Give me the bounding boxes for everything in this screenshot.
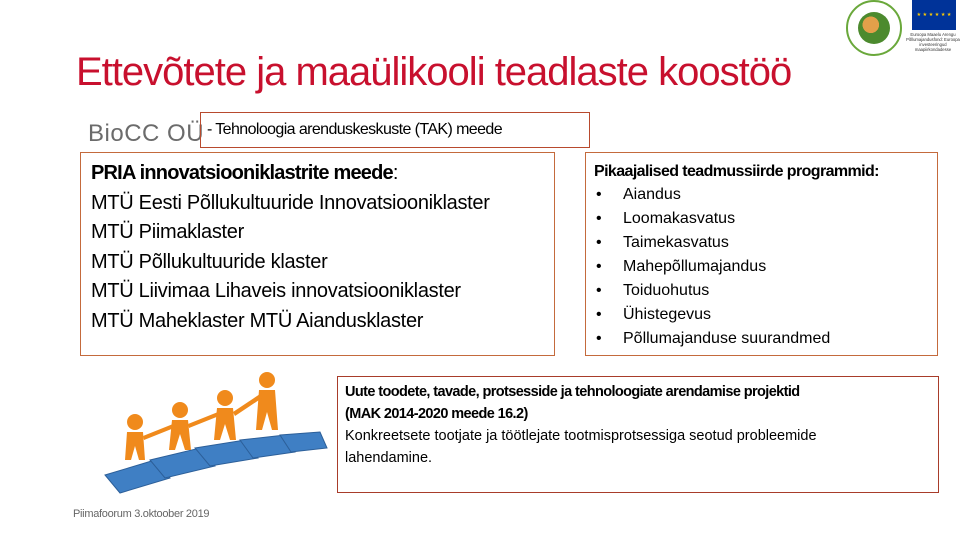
programs-box bbox=[585, 152, 938, 356]
programs-list bbox=[594, 183, 937, 351]
company-name: BioCC OÜ bbox=[88, 120, 205, 147]
projects-box bbox=[337, 376, 939, 493]
eu-fund-caption: Euroopa Maaelu Arengu Põllumajandusfond: Euroopa investeeringud maapiirkondadesse bbox=[906, 32, 960, 52]
cluster-list-box bbox=[80, 152, 555, 356]
cluster-item: MTÜ Liivimaa Lihaveis innovatsiooniklaster bbox=[91, 280, 461, 302]
cluster-item: MTÜ Piimaklaster bbox=[91, 221, 244, 243]
tak-measure-box: - Tehnoloogia arenduskeskuste (TAK) meede bbox=[200, 112, 590, 148]
list-item: • Mahepõllumajandus bbox=[596, 258, 767, 275]
cluster-item: MTÜ Eesti Põllukultuuride Innovatsiooniklaster bbox=[91, 191, 490, 214]
cluster-header: PRIA innovatsiooniklastrite meede: bbox=[91, 162, 398, 184]
projects-measure: (MAK 2014-2020 meede 16.2) bbox=[345, 406, 528, 422]
cluster-item: MTÜ Põllukultuuride klaster bbox=[91, 250, 328, 273]
list-item: • Ühistegevus bbox=[596, 306, 712, 323]
projects-header: Uute toodete, tavade, protsesside ja tehnoloogiate arendamise projektid bbox=[345, 384, 800, 400]
rural-development-logo-icon bbox=[846, 0, 902, 56]
list-item: • Aiandus bbox=[596, 186, 681, 203]
list-item: • Toiduohutus bbox=[596, 282, 710, 299]
programs-header: Pikaajalised teadmussiirde programmid: bbox=[594, 163, 879, 180]
teamwork-puzzle-figures-icon bbox=[95, 360, 330, 500]
list-item: • Põllumajanduse suurandmed bbox=[596, 330, 831, 347]
projects-description-cont: lahendamine. bbox=[345, 450, 433, 466]
eu-flag-icon: ★ ★ ★ ★ ★ ★ bbox=[912, 0, 956, 30]
slide-title: Ettevõtete ja maaülikooli teadlaste koostöö bbox=[76, 50, 792, 94]
projects-description: Konkreetsete tootjate ja töötlejate tootmisprotsessiga seotud probleemide bbox=[345, 428, 817, 444]
list-item: • Loomakasvatus bbox=[596, 210, 736, 227]
list-item: • Taimekasvatus bbox=[596, 234, 729, 251]
footer-text: Piimafoorum 3.oktoober 2019 bbox=[73, 508, 210, 520]
cluster-item: MTÜ Maheklaster MTÜ Aiandusklaster bbox=[91, 309, 424, 332]
